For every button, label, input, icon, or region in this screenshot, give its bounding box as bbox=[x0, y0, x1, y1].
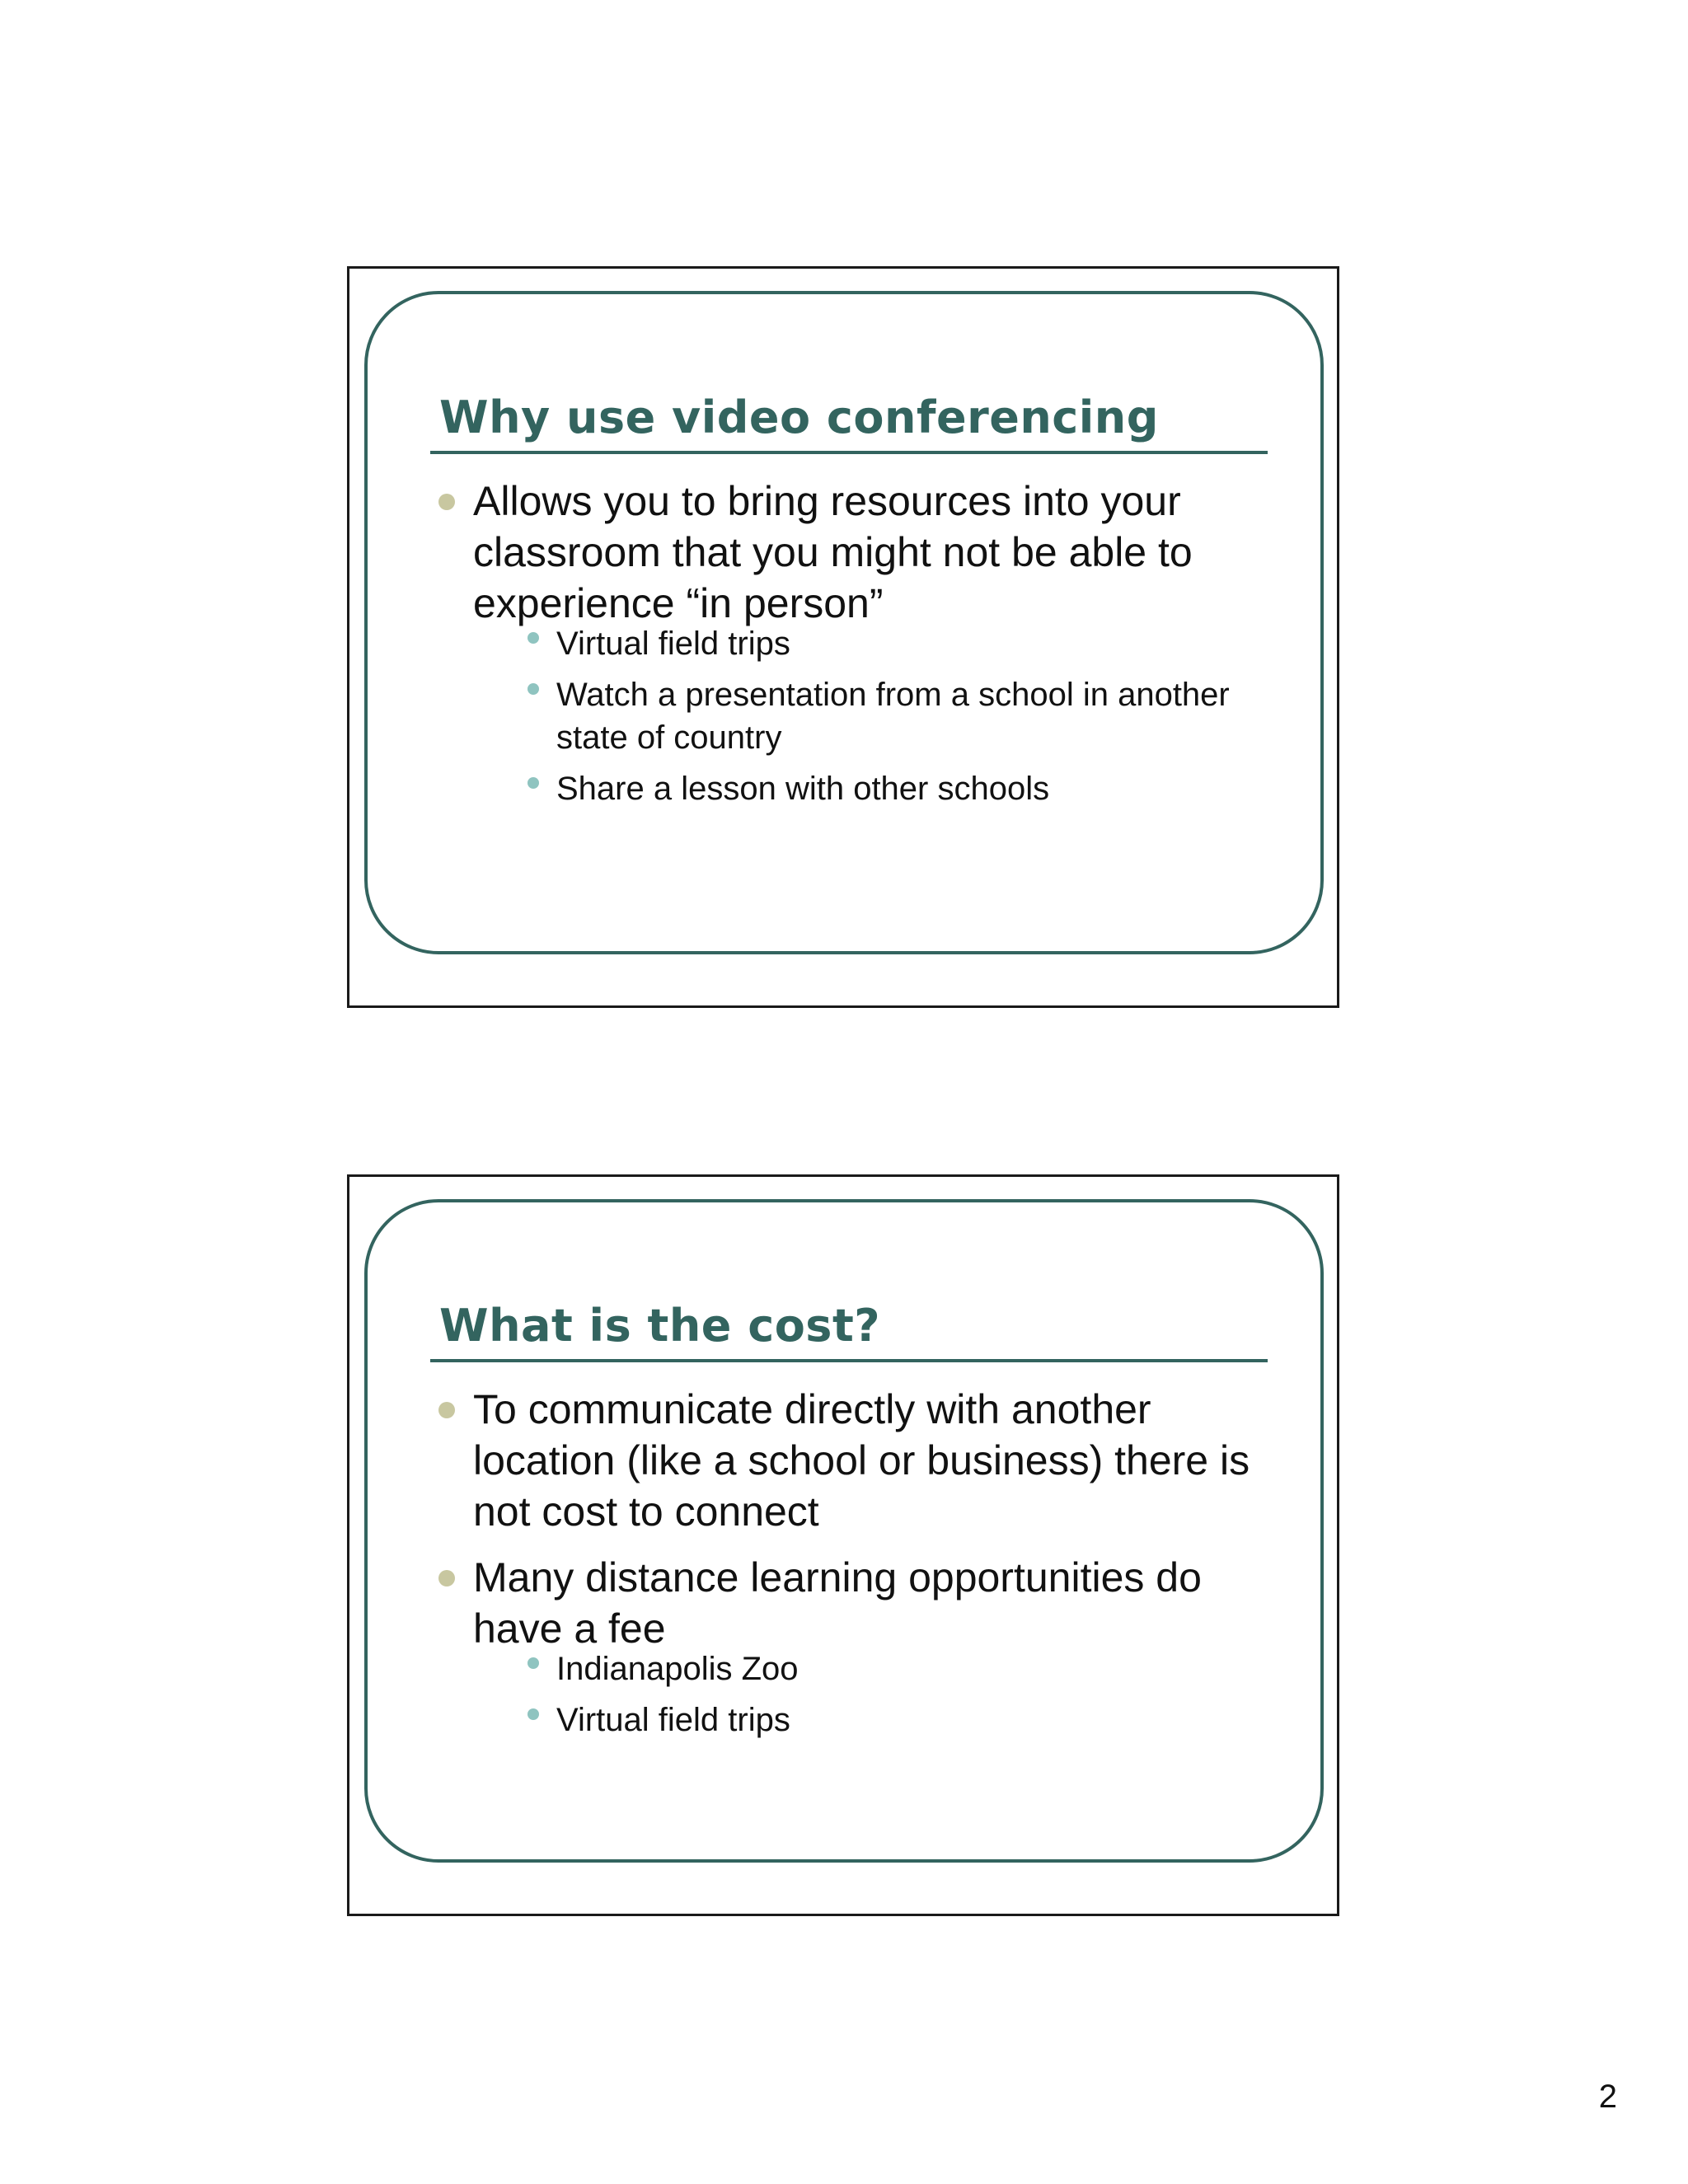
sub-bullet-item: Share a lesson with other schools bbox=[473, 767, 1258, 810]
slide-panel bbox=[364, 291, 1324, 954]
sub-bullet-list bbox=[473, 622, 1258, 810]
sub-bullet-item: Indianapolis Zoo bbox=[473, 1647, 1258, 1690]
bullet-item bbox=[434, 476, 1258, 810]
bullet-item bbox=[434, 1552, 1258, 1741]
slide-1 bbox=[347, 266, 1339, 1008]
bullet-item bbox=[434, 1384, 1258, 1537]
slide-title: Why use video conferencing bbox=[439, 391, 1159, 443]
slide-title: What is the cost? bbox=[439, 1300, 881, 1352]
slide-2 bbox=[347, 1174, 1339, 1916]
bullet-text: Allows you to bring resources into your classroom that you might not be able to experience “in person” bbox=[473, 478, 1193, 626]
bullet-text: Many distance learning opportunities do have a fee bbox=[473, 1554, 1202, 1652]
slide-panel bbox=[364, 1199, 1324, 1863]
sub-bullet-item: Virtual field trips bbox=[473, 622, 1258, 665]
bullet-list bbox=[434, 1384, 1258, 1756]
sub-bullet-list bbox=[473, 1647, 1258, 1741]
page-number: 2 bbox=[1598, 2079, 1617, 2115]
sub-bullet-item: Virtual field trips bbox=[473, 1699, 1258, 1741]
sub-bullet-item: Watch a presentation from a school in another state of country bbox=[473, 673, 1258, 759]
bullet-list bbox=[434, 476, 1258, 825]
title-rule bbox=[430, 451, 1268, 454]
title-rule bbox=[430, 1359, 1268, 1362]
bullet-text: To communicate directly with another location (like a school or business) there is not cost to connect bbox=[473, 1386, 1250, 1535]
